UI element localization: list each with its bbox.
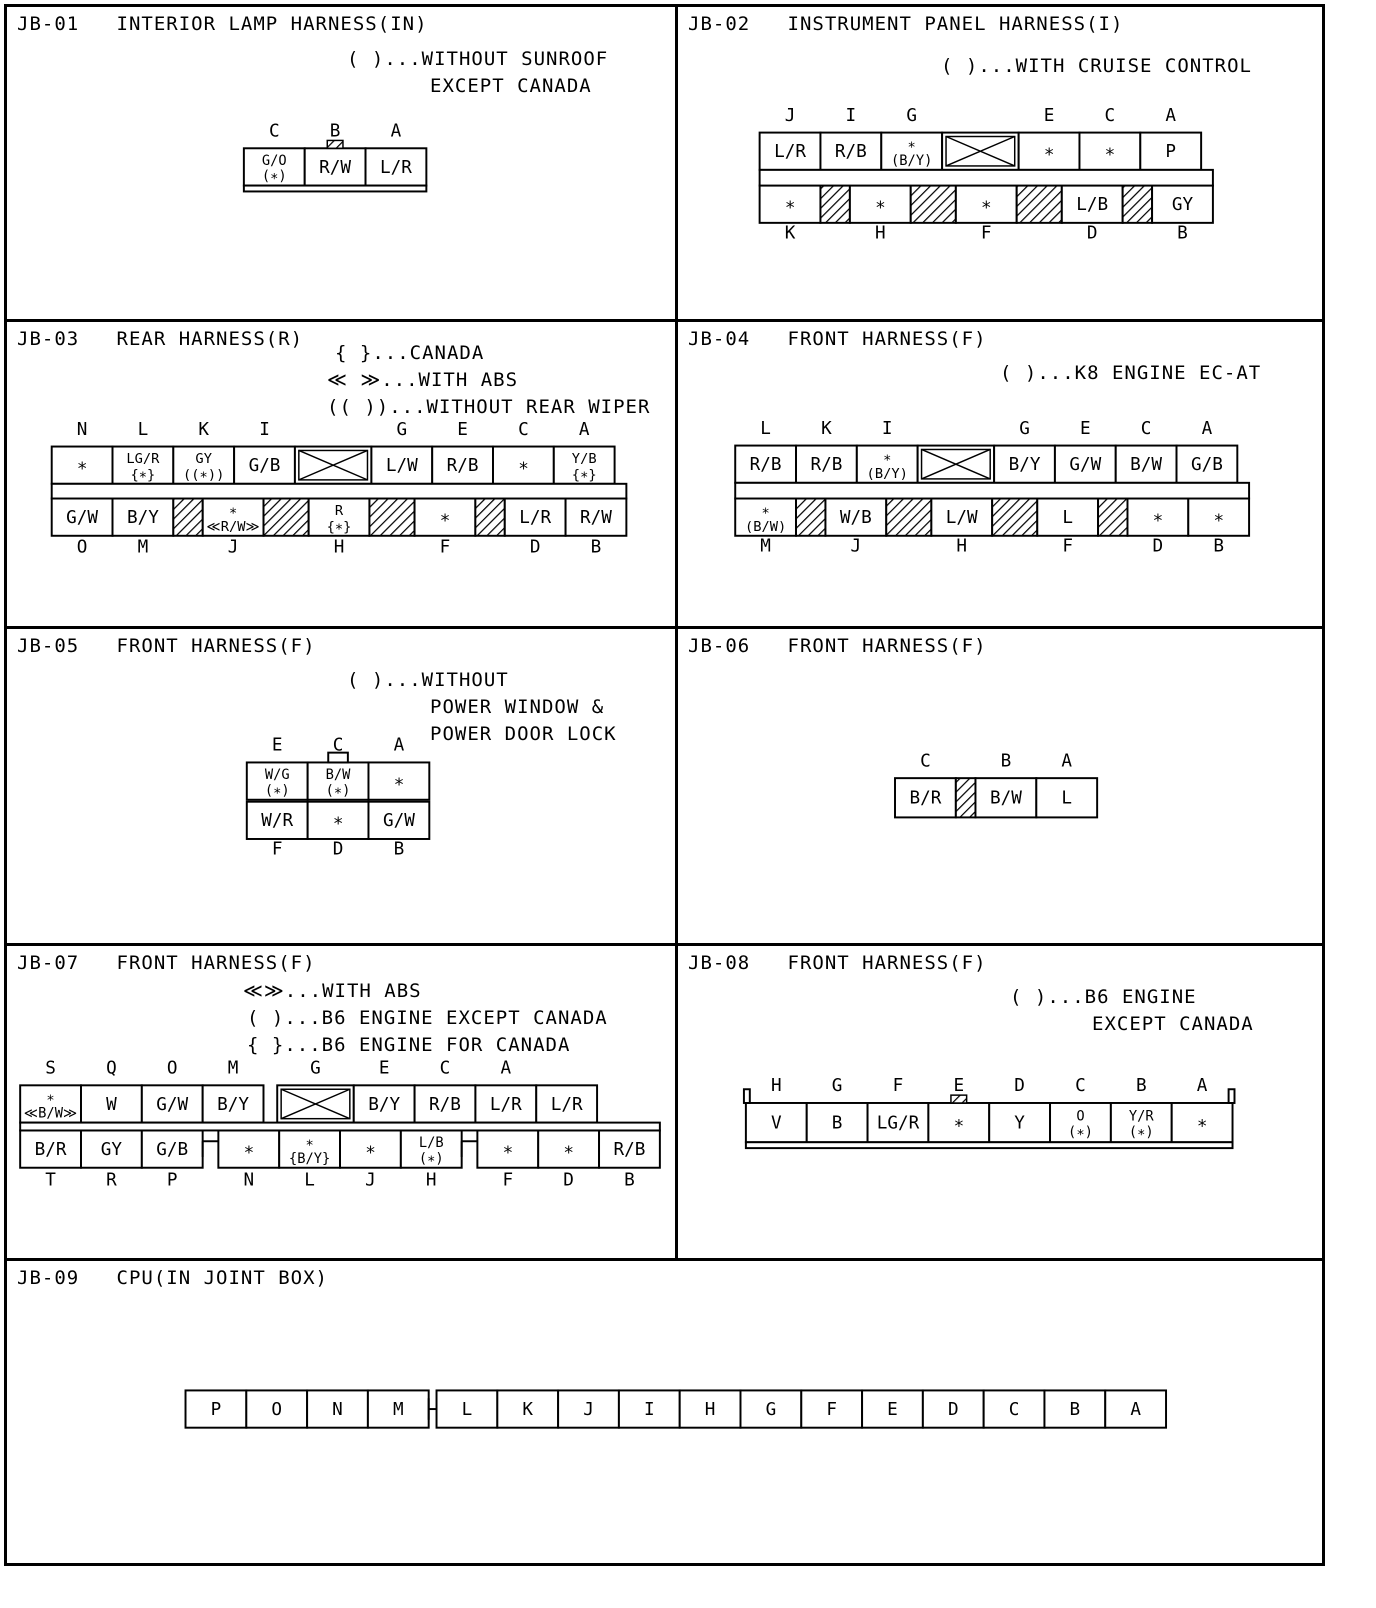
wire-color-label: B/Y (368, 1094, 401, 1115)
connector-jb-09 (7, 1261, 1322, 1563)
wire-color-label: P (210, 1399, 222, 1420)
wire-color-label: G/B (1190, 455, 1223, 476)
wire-note-label: {∗} (326, 518, 352, 535)
wire-color-label: W/G (264, 767, 290, 784)
wire-color-label: ∗ (907, 137, 916, 154)
wire-color-label: W/R (261, 811, 294, 832)
panel-title: JB-07 FRONT HARNESS(F) (17, 952, 316, 974)
panel-jb-06 (675, 626, 1325, 946)
panel-title: JB-05 FRONT HARNESS(F) (17, 635, 316, 657)
pin-label: C (332, 735, 344, 756)
wire-color-label: ∗ (365, 1139, 376, 1160)
wire-color-label: L/B (418, 1135, 444, 1152)
wire-color-label: ∗ (76, 456, 88, 477)
panel-title: JB-02 INSTRUMENT PANEL HARNESS(I) (688, 13, 1124, 35)
wire-color-label: G/W (382, 811, 415, 832)
pin-label: A (1061, 751, 1073, 772)
pin-label: A (390, 121, 402, 142)
pin-label: K (784, 223, 796, 244)
wire-color-label: LG/R (126, 451, 160, 468)
wire-note-label: (∗) (325, 782, 351, 799)
wire-color-label: K (522, 1399, 534, 1420)
pin-label: F (1062, 536, 1073, 557)
wire-color-label: L/W (385, 456, 418, 477)
panel-note: ( )...K8 ENGINE EC-AT (1000, 362, 1262, 384)
wire-color-label: ∗ (518, 456, 529, 477)
wire-color-label: N (332, 1399, 343, 1420)
wire-color-label: R/B (834, 142, 867, 163)
connector-body (744, 1076, 1235, 1148)
pin-label: E (271, 735, 283, 756)
panel-jb-07 (4, 943, 678, 1261)
wire-note-label: (B/Y) (866, 465, 908, 482)
wire-color-label: ∗ (228, 503, 238, 520)
wire-note-label: (∗) (264, 782, 290, 799)
wire-color-label: ∗ (502, 1139, 514, 1160)
pin-label: J (850, 536, 862, 557)
wire-color-label: M (392, 1399, 404, 1420)
wire-color-label: L (461, 1399, 473, 1420)
wire-color-label: R/B (749, 455, 782, 476)
pin-label: B (590, 537, 602, 558)
panel-note: ( )...WITH CRUISE CONTROL (941, 55, 1252, 77)
panel-jb-01 (4, 4, 678, 322)
pin-label: P (166, 1170, 178, 1191)
wire-color-label: D (947, 1399, 959, 1420)
panel-note: POWER WINDOW & (430, 696, 605, 718)
wire-color-label: B/Y (1008, 455, 1041, 476)
wire-color-label: O (1076, 1108, 1085, 1125)
wire-color-label: ∗ (1152, 508, 1164, 529)
wire-color-label: R/W (580, 508, 612, 529)
wire-color-label: R (334, 503, 344, 520)
pin-label: J (227, 537, 239, 558)
wire-color-label: B (1069, 1399, 1081, 1420)
wire-color-label: ∗ (305, 1135, 314, 1152)
wire-color-label: A (1130, 1399, 1141, 1420)
pin-label: G (396, 419, 408, 440)
wire-color-label: ∗ (563, 1139, 574, 1160)
panel-title: JB-01 INTERIOR LAMP HARNESS(IN) (17, 13, 428, 35)
panel-note: ≪ ≫...WITH ABS (327, 369, 519, 391)
wire-color-label: R/B (446, 456, 479, 477)
wire-note-label: {∗} (130, 466, 156, 483)
panel-jb-03 (4, 319, 678, 629)
connector-body (244, 122, 426, 192)
pin-label: I (845, 105, 857, 126)
wire-note-label: ≪R/W≫ (206, 518, 260, 535)
pin-label: H (333, 537, 345, 558)
wire-color-label: L/R (489, 1094, 522, 1115)
pin-label: F (502, 1170, 514, 1191)
pin-label: B (1000, 751, 1012, 772)
wire-color-label: J (583, 1399, 594, 1420)
pin-label: G (906, 105, 918, 126)
pin-label: A (500, 1058, 512, 1079)
pin-label: B (1213, 536, 1224, 557)
wire-color-label: R/W (319, 157, 352, 178)
pin-label: A (578, 419, 590, 440)
panel-note: EXCEPT CANADA (430, 75, 592, 97)
connector-jb-04 (678, 322, 1322, 626)
pin-label: O (76, 537, 88, 558)
panel-note: ( )...B6 ENGINE (1010, 986, 1197, 1008)
pin-label: E (1043, 105, 1055, 126)
wire-note-label: (∗) (418, 1150, 444, 1167)
wire-color-label: ∗ (953, 1113, 965, 1134)
wire-color-label: L/R (550, 1094, 583, 1115)
wire-color-label: L (1062, 508, 1073, 529)
pin-label: D (1086, 223, 1098, 244)
pin-label: B (393, 839, 405, 860)
pin-label: C (1075, 1076, 1086, 1097)
panel-note: POWER DOOR LOCK (430, 723, 617, 745)
pin-label: D (529, 537, 541, 558)
panel-note: EXCEPT CANADA (1092, 1013, 1254, 1035)
pin-label: E (457, 419, 468, 440)
pin-label: S (45, 1058, 56, 1079)
wire-color-label: Y (1014, 1113, 1025, 1134)
panel-note: { }...CANADA (335, 342, 485, 364)
panel-note: ( )...WITHOUT SUNROOF (347, 48, 609, 70)
pin-label: J (365, 1170, 376, 1191)
pin-label: D (563, 1170, 574, 1191)
pin-label: L (760, 418, 771, 439)
wire-color-label: W (106, 1094, 117, 1115)
connector-body (247, 736, 430, 860)
pin-label: I (259, 419, 270, 440)
wire-color-label: LG/R (876, 1113, 920, 1134)
panel-title: JB-06 FRONT HARNESS(F) (688, 635, 987, 657)
pin-label: C (268, 121, 280, 142)
wire-color-label: R/B (810, 455, 843, 476)
wire-color-label: H (704, 1399, 716, 1420)
wire-color-label: L/W (945, 508, 978, 529)
pin-label: C (439, 1058, 451, 1079)
connector-body (760, 106, 1213, 244)
wire-color-label: ∗ (393, 771, 405, 792)
connector-jb-08 (678, 946, 1322, 1258)
wire-color-label: Y/R (1128, 1108, 1154, 1125)
wire-color-label: I (643, 1399, 655, 1420)
wire-color-label: ∗ (874, 195, 886, 216)
pin-label: F (980, 223, 992, 244)
pin-label: N (76, 419, 88, 440)
pin-label: B (624, 1170, 635, 1191)
connector-jb-03 (7, 322, 675, 626)
pin-label: M (227, 1058, 239, 1079)
connector-jb-05 (7, 629, 675, 943)
wire-color-label: B/W (989, 788, 1022, 809)
pin-label: F (271, 839, 283, 860)
connector-body (735, 419, 1249, 557)
wire-color-label: L/R (519, 508, 552, 529)
panel-note: ≪≫...WITH ABS (243, 980, 422, 1002)
pin-label: C (920, 751, 931, 772)
pin-label: G (831, 1076, 843, 1097)
panel-note: { }...B6 ENGINE FOR CANADA (247, 1034, 571, 1056)
pin-label: B (1177, 223, 1188, 244)
wire-color-label: B/R (909, 788, 942, 809)
panel-jb-04 (675, 319, 1325, 629)
wire-color-label: G/B (156, 1139, 189, 1160)
wire-color-label: B (831, 1113, 843, 1134)
wire-note-label: ≪B/W≫ (23, 1105, 78, 1122)
wire-color-label: ∗ (1104, 142, 1116, 163)
pin-label: A (1196, 1076, 1208, 1097)
wire-note-label: (∗) (261, 168, 287, 185)
wire-color-label: ∗ (883, 450, 892, 467)
pin-label: B (1135, 1076, 1147, 1097)
pin-label: A (1165, 105, 1177, 126)
pin-label: E (378, 1058, 390, 1079)
pin-label: I (881, 418, 893, 439)
pin-label: E (953, 1076, 965, 1097)
wire-color-label: GY (195, 451, 212, 468)
panel-jb-05 (4, 626, 678, 946)
wire-color-label: B/W (1130, 455, 1163, 476)
wire-color-label: L (1061, 788, 1073, 809)
pin-label: K (821, 418, 832, 439)
pin-label: C (1140, 418, 1152, 439)
wire-note-label: (∗) (1068, 1124, 1093, 1141)
pin-label: H (770, 1076, 782, 1097)
wire-color-label: W/B (839, 508, 872, 529)
panel-note: ( )...WITHOUT (347, 669, 509, 691)
wire-color-label: ∗ (243, 1139, 255, 1160)
pin-label: E (1080, 418, 1091, 439)
connector-body (20, 1059, 660, 1191)
wire-color-label: B/W (325, 767, 351, 784)
wire-color-label: L/R (379, 157, 412, 178)
panel-title: JB-04 FRONT HARNESS(F) (688, 328, 987, 350)
pin-label: J (784, 105, 796, 126)
wire-note-label: (B/Y) (891, 152, 933, 169)
wire-note-label: (∗) (1128, 1124, 1154, 1141)
pin-label: H (874, 223, 886, 244)
wire-note-label: (B/W) (744, 518, 787, 535)
pin-label: D (1014, 1076, 1025, 1097)
wire-color-label: C (1008, 1399, 1020, 1420)
pin-label: T (45, 1170, 56, 1191)
pin-label: F (892, 1076, 904, 1097)
panel-jb-08 (675, 943, 1325, 1261)
wire-color-label: G/O (261, 152, 287, 169)
wire-color-label: G/W (1069, 455, 1102, 476)
wire-note-label: {∗} (571, 466, 597, 483)
pin-label: F (439, 537, 451, 558)
pin-label: H (956, 536, 968, 557)
panel-note: ( )...B6 ENGINE EXCEPT CANADA (247, 1007, 608, 1029)
wire-color-label: G/B (248, 456, 281, 477)
pin-label: C (1104, 105, 1116, 126)
wire-color-label: ∗ (332, 811, 344, 832)
panel-title: JB-09 CPU(IN JOINT BOX) (17, 1267, 328, 1289)
pin-label: A (393, 735, 405, 756)
wire-color-label: G/W (66, 508, 99, 529)
wire-color-label: G (765, 1399, 777, 1420)
pin-label: Q (106, 1058, 117, 1079)
wire-color-label: L/R (774, 142, 806, 163)
connector-body (186, 1390, 1167, 1427)
connector-body (895, 751, 1097, 817)
wire-color-label: G/W (156, 1094, 189, 1115)
wire-note-label: ((∗)) (183, 466, 225, 483)
panel-jb-02 (675, 4, 1325, 322)
connector-jb-07 (7, 946, 675, 1258)
wire-note-label: {B/Y} (288, 1150, 331, 1167)
pin-label: G (310, 1058, 321, 1079)
pin-label: M (137, 537, 149, 558)
wire-color-label: Y/B (571, 451, 597, 468)
wire-color-label: P (1165, 142, 1177, 163)
wire-color-label: ∗ (1213, 508, 1224, 529)
panel-jb-09 (4, 1258, 1325, 1566)
wire-color-label: B/R (34, 1139, 67, 1160)
wire-color-label: B/Y (126, 508, 159, 529)
wire-color-label: ∗ (439, 508, 451, 529)
pin-label: D (1152, 536, 1164, 557)
wire-color-label: R/B (613, 1139, 646, 1160)
connector-jb-02 (678, 7, 1322, 319)
wire-color-label: ∗ (46, 1090, 55, 1106)
pin-label: O (166, 1058, 178, 1079)
wire-color-label: GY (100, 1139, 123, 1160)
pin-label: A (1201, 418, 1213, 439)
pin-label: B (329, 121, 341, 142)
connector-jb-01 (7, 7, 675, 319)
pin-label: L (137, 419, 149, 440)
wire-color-label: ∗ (980, 195, 992, 216)
wire-color-label: B/Y (217, 1094, 250, 1115)
pin-label: L (304, 1170, 315, 1191)
wire-color-label: O (271, 1399, 283, 1420)
pin-label: K (198, 419, 210, 440)
pin-label: D (332, 839, 344, 860)
wire-color-label: ∗ (1043, 142, 1055, 163)
wire-color-label: L/B (1076, 195, 1109, 216)
pin-label: R (106, 1170, 117, 1191)
connector-jb-06 (678, 629, 1322, 943)
pin-label: G (1019, 418, 1030, 439)
wire-color-label: F (826, 1399, 837, 1420)
wire-color-label: R/B (429, 1094, 461, 1115)
pin-label: N (243, 1170, 255, 1191)
wire-color-label: V (770, 1113, 782, 1134)
wire-color-label: ∗ (784, 195, 796, 216)
connector-body (52, 420, 627, 558)
wire-color-label: E (887, 1399, 898, 1420)
panel-title: JB-03 REAR HARNESS(R) (17, 328, 304, 350)
pin-label: H (425, 1170, 437, 1191)
wire-color-label: ∗ (1196, 1113, 1208, 1134)
panel-title: JB-08 FRONT HARNESS(F) (688, 952, 987, 974)
panel-note: (( ))...WITHOUT REAR WIPER (327, 396, 651, 418)
wire-color-label: ∗ (761, 503, 770, 520)
wire-color-label: GY (1171, 195, 1194, 216)
pin-label: C (518, 419, 529, 440)
pin-label: M (760, 536, 771, 557)
